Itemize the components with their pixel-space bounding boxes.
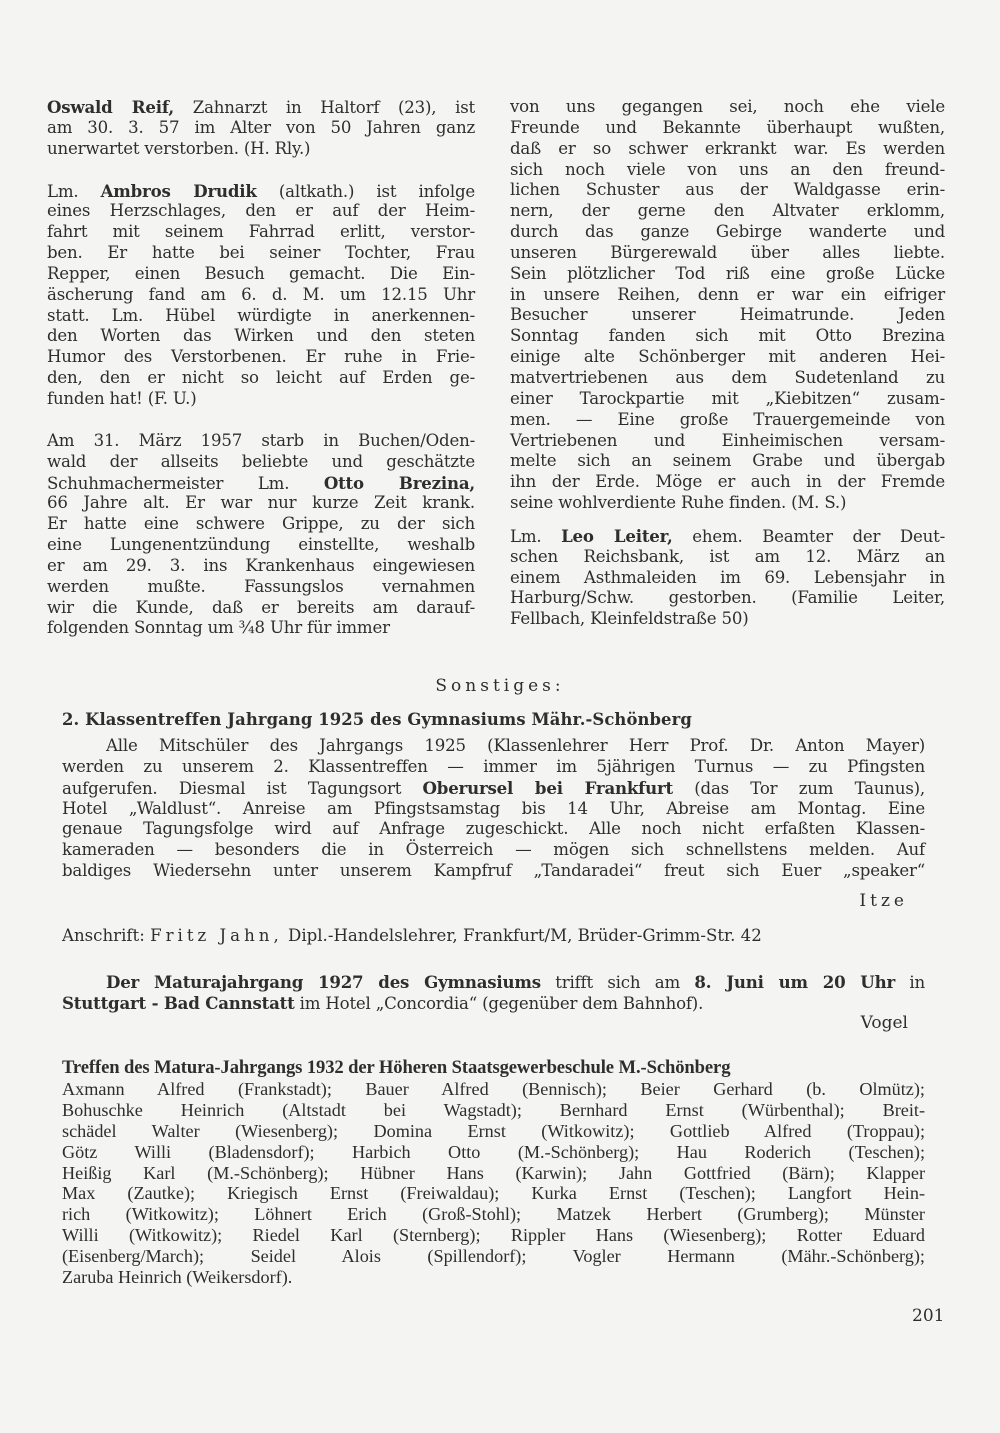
- text-line: [47, 535, 475, 556]
- text-line: [510, 243, 945, 264]
- text: werden zu unserem 2. Klassentreffen — immer im 5jährigen Turnus — zu Pfingsten: [62, 756, 925, 776]
- text-line: [47, 577, 475, 598]
- text: ihn der Erde. Möge er auch in der Fremde: [510, 472, 945, 492]
- text-line: [510, 526, 945, 547]
- bold-text: Otto Brezina,: [323, 472, 475, 493]
- text: matvertriebenen aus dem Sudetenland zu: [510, 367, 945, 387]
- text: Lm.: [510, 526, 562, 546]
- text: Hotel „Waldlust“. Anreise am Pfingstsamstag bis 14 Uhr, Abreise am Montag. Eine: [62, 798, 925, 818]
- text: eine Lungenentzündung einstellte, weshalb: [47, 535, 475, 555]
- text-line: [47, 473, 475, 494]
- text: sich noch viele von uns an den freund-: [510, 159, 945, 179]
- text-line: [510, 389, 945, 410]
- page-number: 201: [912, 1306, 945, 1326]
- text-line: [510, 160, 945, 181]
- text: Freunde und Bekannte überhaupt wußten,: [510, 117, 945, 137]
- text: seine wohlverdiente Ruhe finden. (M. S.): [510, 493, 847, 513]
- text: nern, der gerne den Altvater erklomm,: [510, 201, 945, 221]
- text-line: [47, 618, 475, 639]
- text: am 30. 3. 57 im Alter von 50 Jahren ganz: [47, 117, 475, 137]
- text-line: [510, 180, 945, 201]
- text: eines Herzschlages, den er auf der Heim-: [47, 201, 475, 221]
- text: Bohuschke Heinrich (Altstadt bei Wagstadt); Bernhard Ernst (Würbenthal); Breit-: [62, 1099, 925, 1120]
- text: (das Tor zum Taunus),: [672, 778, 925, 798]
- text-line: [47, 598, 475, 619]
- text: Am 31. März 1957 starb in Buchen/Oden-: [47, 430, 475, 450]
- text: Besucher unserer Heimatrunde. Jeden: [510, 305, 945, 325]
- bold-text: Oswald Reif,: [47, 97, 174, 117]
- bold-text: Der Maturajahrgang 1927 des Gymnasiums: [106, 972, 541, 992]
- text-line: [510, 285, 945, 306]
- address-rest: Dipl.-Handelslehrer, Frankfurt/M, Brüder-Grimm-Str. 42: [288, 926, 762, 945]
- text-line: [47, 452, 475, 473]
- text-line: [47, 431, 475, 452]
- text-line: [510, 326, 945, 347]
- text: äscherung fand am 6. d. M. um 12.15 Uhr: [47, 284, 475, 304]
- text-line: [510, 568, 945, 589]
- text-line: [47, 514, 475, 535]
- text-line: [510, 493, 945, 514]
- text: kameraden — besonders die in Österreich — mögen sich schnellstens melden. Auf: [62, 840, 925, 860]
- text-line: [47, 493, 475, 514]
- text-line: [510, 139, 945, 160]
- text-line: [510, 97, 945, 118]
- text-line: [62, 736, 925, 757]
- text: aufgerufen. Diesmal ist Tagungsort: [62, 778, 423, 798]
- text-line: [510, 410, 945, 431]
- text: unseren Bürgerewald über alles liebte.: [510, 242, 945, 262]
- treffen1932-list: [62, 1079, 925, 1288]
- text: den Worten das Wirken und den steten: [47, 326, 475, 346]
- text: werden mußte. Fassungslos vernahmen: [47, 576, 475, 596]
- text-line: [62, 1246, 925, 1267]
- text: schen Reichsbank, ist am 12. März an: [510, 546, 945, 566]
- text: in: [895, 973, 925, 992]
- text: Er hatte eine schwere Grippe, zu der sich: [47, 514, 475, 534]
- text: lichen Schuster aus der Waldgasse erin-: [510, 180, 945, 200]
- address-label: Anschrift:: [62, 926, 145, 945]
- text-line: [62, 972, 925, 993]
- text-line: [62, 819, 925, 840]
- text: trifft sich am: [540, 973, 695, 992]
- text-line: [510, 451, 945, 472]
- text-line: [510, 609, 945, 630]
- text: daß er so schwer erkrankt war. Es werden: [510, 138, 945, 158]
- paragraph: [510, 97, 945, 514]
- text-line: [47, 181, 475, 202]
- text-line: [510, 201, 945, 222]
- left-column: [47, 97, 475, 639]
- text: Zaruba Heinrich (Weikersdorf).: [62, 1267, 293, 1288]
- text-line: [62, 1204, 925, 1225]
- text: 66 Jahre alt. Er war nur kurze Zeit krank.: [47, 493, 475, 513]
- text-line: [62, 1142, 925, 1163]
- text-line: [47, 201, 475, 222]
- text-line: [510, 264, 945, 285]
- text: einem Asthmaleiden im 69. Lebensjahr in: [510, 567, 945, 587]
- text-line: [62, 840, 925, 861]
- bold-text: 8. Juni um 20 Uhr: [694, 972, 895, 992]
- right-column: [510, 97, 945, 630]
- text-line: [62, 757, 925, 778]
- text: Fellbach, Kleinfeldstraße 50): [510, 609, 749, 629]
- klassentreffen-heading: 2. Klassentreffen Jahrgang 1925 des Gymnasiums Mähr.-Schönberg: [62, 710, 692, 729]
- text-line: [47, 389, 475, 410]
- text: men. — Eine große Trauergemeinde von: [510, 409, 945, 429]
- text: baldiges Wiedersehn unter unserem Kampfruf „Tandaradei“ freut sich Euer „speaker“: [62, 861, 925, 881]
- text: Schuhmachermeister Lm.: [47, 473, 324, 493]
- bold-text: Oberursel bei Frankfurt: [422, 777, 673, 798]
- text-line: [47, 118, 475, 139]
- bold-text: Ambros Drudik: [100, 180, 257, 201]
- text: genaue Tagungsfolge wird auf Anfrage zugeschickt. Alle noch nicht erfaßten Klassen-: [62, 819, 925, 839]
- paragraph: [47, 181, 475, 410]
- text: Axmann Alfred (Frankstadt); Bauer Alfred (Bennisch); Beier Gerhard (b. Olmütz);: [62, 1079, 925, 1099]
- text-line: [47, 285, 475, 306]
- text-line: [62, 1121, 925, 1142]
- treffen1932-heading: Treffen des Matura-Jahrgangs 1932 der Höheren Staatsgewerbeschule M.-Schönberg: [62, 1057, 731, 1078]
- text-line: [510, 431, 945, 452]
- text: Sein plötzlicher Tod riß eine große Lücke: [510, 263, 945, 283]
- text: folgenden Sonntag um ¾8 Uhr für immer: [47, 618, 390, 638]
- text-line: [62, 1183, 925, 1204]
- text-line: [510, 588, 945, 609]
- paragraph: [510, 526, 945, 630]
- text-line: [47, 326, 475, 347]
- text-line: [62, 1267, 925, 1288]
- text: melte sich an seinem Grabe und übergab: [510, 451, 945, 471]
- text-line: [47, 306, 475, 327]
- text: fahrt mit seinem Fahrrad erlitt, verstor-: [47, 222, 475, 242]
- signature-vogel: Vogel: [860, 1013, 908, 1033]
- text-line: [510, 472, 945, 493]
- text: im Hotel „Concordia“ (gegenüber dem Bahnhof).: [294, 993, 704, 1013]
- text: einer Tarockpartie mit „Kiebitzen“ zusam-: [510, 388, 945, 408]
- text: ehem. Beamter der Deut-: [672, 526, 945, 546]
- text: rich (Witkowitz); Löhnert Erich (Groß-Stohl); Matzek Herbert (Grumberg); Münster: [62, 1204, 925, 1225]
- text-line: [510, 368, 945, 389]
- text-line: [62, 993, 925, 1014]
- text: Harburg/Schw. gestorben. (Familie Leiter,: [510, 588, 945, 608]
- paragraph: [47, 97, 475, 160]
- text-line: [62, 1225, 925, 1246]
- text-line: [47, 556, 475, 577]
- text: Humor des Verstorbenen. Er ruhe in Frie-: [47, 347, 475, 367]
- text: Willi (Witkowitz); Riedel Karl (Sternberg); Rippler Hans (Wiesenberg); Rotter Eduard: [62, 1225, 925, 1246]
- text-line: [510, 347, 945, 368]
- text: Max (Zautke); Kriegisch Ernst (Freiwaldau); Kurka Ernst (Teschen); Langfort Hein-: [62, 1183, 925, 1204]
- text-line: [47, 347, 475, 368]
- klassentreffen-body: [62, 736, 925, 882]
- text-line: [62, 799, 925, 820]
- text: durch das ganze Gebirge wanderte und: [510, 222, 945, 242]
- bold-text: Leo Leiter,: [561, 525, 673, 546]
- paragraph: [47, 431, 475, 639]
- text-line: [47, 264, 475, 285]
- text: Alle Mitschüler des Jahrgangs 1925 (Klassenlehrer Herr Prof. Dr. Anton Mayer): [106, 736, 925, 755]
- text-line: [47, 243, 475, 264]
- section-title: Sonstiges:: [435, 676, 565, 696]
- text-line: [47, 97, 475, 118]
- text: wir die Kunde, daß er bereits am darauf-: [47, 597, 475, 617]
- text-line: [510, 222, 945, 243]
- text: Heißig Karl (M.-Schönberg); Hübner Hans (Karwin); Jahn Gottfried (Bärn); Klapper: [62, 1162, 925, 1183]
- text: Vertriebenen und Einheimischen versam-: [510, 430, 945, 450]
- text: (altkath.) ist infolge: [256, 181, 475, 201]
- text: einige alte Schönberger mit anderen Hei-: [510, 347, 945, 367]
- text: Zahnarzt in Haltorf (23), ist: [174, 98, 475, 117]
- text-line: [62, 861, 925, 882]
- text: Sonntag fanden sich mit Otto Brezina: [510, 326, 945, 346]
- text: in unsere Reihen, denn er war ein eifriger: [510, 284, 945, 304]
- text-line: [62, 778, 925, 799]
- text-line: [510, 305, 945, 326]
- address-line: [62, 926, 762, 945]
- text: den, den er nicht so leicht auf Erden ge-: [47, 368, 475, 388]
- text: schädel Walter (Wiesenberg); Domina Ernst (Witkowitz); Gottlieb Alfred (Troppau);: [62, 1120, 925, 1141]
- text: unerwartet verstorben. (H. Rly.): [47, 138, 311, 158]
- text: Lm.: [47, 181, 101, 201]
- text: Götz Willi (Bladensdorf); Harbich Otto (M.-Schönberg); Hau Roderich (Teschen);: [62, 1141, 925, 1162]
- text: statt. Lm. Hübel würdigte in anerkennen-: [47, 305, 475, 325]
- text-line: [47, 139, 475, 160]
- text-line: [47, 368, 475, 389]
- text-line: [510, 118, 945, 139]
- address-name: Fritz Jahn,: [150, 926, 283, 945]
- text: (Eisenberg/March); Seidel Alois (Spillendorf); Vogler Hermann (Mähr.-Schönberg);: [62, 1246, 925, 1267]
- text: Repper, einen Besuch gemacht. Die Ein-: [47, 263, 475, 283]
- text: wald der allseits beliebte und geschätzte: [47, 451, 475, 471]
- maturajahrgang-body: [62, 972, 925, 1014]
- text: er am 29. 3. ins Krankenhaus eingewiesen: [47, 555, 475, 575]
- bold-text: Stuttgart - Bad Cannstatt: [62, 992, 295, 1013]
- text: ben. Er hatte bei seiner Tochter, Frau: [47, 243, 475, 263]
- text: funden hat! (F. U.): [47, 388, 197, 408]
- text: von uns gegangen sei, noch ehe viele: [510, 97, 945, 116]
- text-line: [62, 1163, 925, 1184]
- text-line: [47, 222, 475, 243]
- signature-itze: Itze: [859, 891, 908, 911]
- text-line: [62, 1100, 925, 1121]
- text-line: [510, 547, 945, 568]
- text-line: [62, 1079, 925, 1100]
